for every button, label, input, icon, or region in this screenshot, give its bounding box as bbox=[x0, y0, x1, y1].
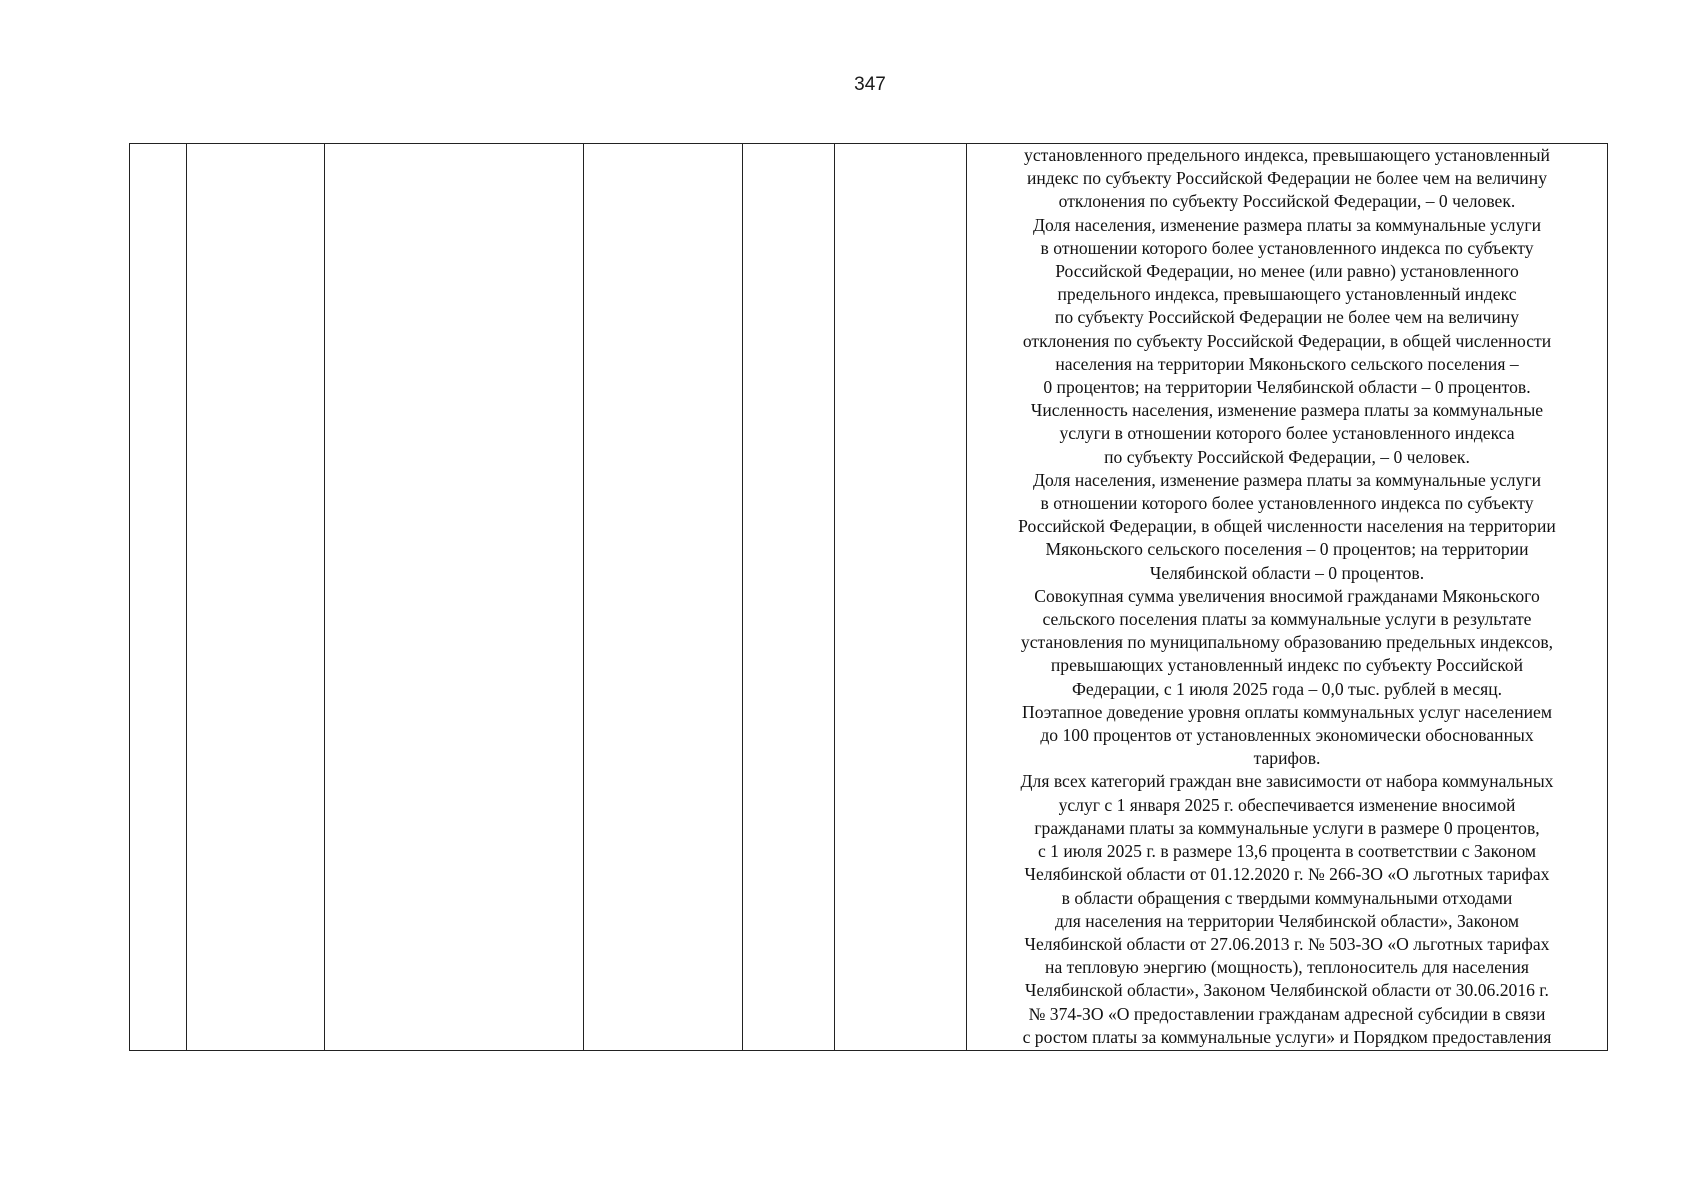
table-row bbox=[130, 144, 1608, 1051]
text-line: Челябинской области», Законом Челябинской области от 30.06.2016 г. bbox=[1025, 980, 1549, 1001]
text-line: в отношении которого более установленного индекса по субъекту bbox=[1040, 493, 1534, 514]
text-line: Совокупная сумма увеличения вносимой гражданами Мяконьского bbox=[1034, 585, 1540, 606]
table-cell-col-4 bbox=[584, 144, 743, 1051]
text-line: услуги в отношении которого более установленного индекса bbox=[1059, 423, 1515, 444]
text-line: Федерации, с 1 июля 2025 года – 0,0 тыс. рублей в месяц. bbox=[1071, 678, 1503, 699]
text-line: в области обращения с твердыми коммунальными отходами bbox=[1061, 887, 1513, 908]
table-cell-col-3 bbox=[325, 144, 584, 1051]
text-line: Российской Федерации, но менее (или равно) установленного bbox=[1055, 261, 1519, 282]
text-line: превышающих установленный индекс по субъекту Российской bbox=[1050, 655, 1524, 676]
table-cell-col-6 bbox=[835, 144, 967, 1051]
text-line: № 374-ЗО «О предоставлении гражданам адресной субсидии в связи bbox=[1028, 1003, 1546, 1024]
text-line: Челябинской области от 27.06.2013 г. № 503-ЗО «О льготных тарифах bbox=[1024, 933, 1550, 954]
text-line: с ростом платы за коммунальные услуги» и Порядком предоставления bbox=[1022, 1026, 1552, 1047]
table-cell-col-5 bbox=[743, 144, 835, 1051]
page-number: 347 bbox=[854, 74, 886, 95]
text-line: на тепловую энергию (мощность), теплоноситель для населения bbox=[1045, 957, 1529, 978]
text-line: Доля населения, изменение размера платы за коммунальные услуги bbox=[1032, 214, 1541, 235]
text-line: установления по муниципальному образованию предельных индексов, bbox=[1020, 632, 1554, 653]
text-line: с 1 июля 2025 г. в размере 13,6 процента в соответствии с Законом bbox=[1037, 841, 1537, 862]
text-line: отклонения по субъекту Российской Федерации, – 0 человек. bbox=[1058, 191, 1516, 212]
text-line: по субъекту Российской Федерации не более чем на величину bbox=[1054, 307, 1520, 328]
text-line: установленного предельного индекса, превышающего установленный bbox=[1024, 145, 1550, 165]
table-cell-description bbox=[967, 144, 1608, 1051]
document-table bbox=[129, 143, 1608, 1051]
text-line: Челябинской области – 0 процентов. bbox=[1149, 562, 1425, 583]
text-line: в отношении которого более установленного индекса по субъекту bbox=[1040, 237, 1534, 258]
text-line: сельского поселения платы за коммунальные услуги в результате bbox=[1042, 609, 1532, 630]
text-line: услуг с 1 января 2025 г. обеспечивается изменение вносимой bbox=[1058, 794, 1516, 815]
text-line: предельного индекса, превышающего установленный индекс bbox=[1057, 284, 1517, 305]
table-cell-col-1 bbox=[130, 144, 187, 1051]
text-line: индекс по субъекту Российской Федерации не более чем на величину bbox=[1026, 168, 1548, 189]
text-line: Численность населения, изменение размера платы за коммунальные bbox=[1030, 400, 1544, 421]
text-line: по субъекту Российской Федерации, – 0 человек. bbox=[1104, 446, 1470, 467]
text-line: отклонения по субъекту Российской Федерации, в общей численности bbox=[1022, 330, 1552, 351]
text-line: населения на территории Мяконьского сельского поселения – bbox=[1055, 353, 1519, 374]
text-line: до 100 процентов от установленных экономически обоснованных bbox=[1040, 725, 1534, 746]
text-line: Мяконьского сельского поселения – 0 процентов; на территории bbox=[1045, 539, 1529, 560]
text-line: Российской Федерации, в общей численности населения на территории bbox=[1018, 516, 1556, 537]
text-line: Для всех категорий граждан вне зависимости от набора коммунальных bbox=[1020, 771, 1554, 792]
text-line: Челябинской области от 01.12.2020 г. № 266-ЗО «О льготных тарифах bbox=[1024, 864, 1550, 885]
text-line: Доля населения, изменение размера платы за коммунальные услуги bbox=[1032, 469, 1541, 490]
text-line: гражданами платы за коммунальные услуги в размере 0 процентов, bbox=[1034, 817, 1540, 838]
text-line: для населения на территории Челябинской области», Законом bbox=[1054, 910, 1520, 931]
text-line: Поэтапное доведение уровня оплаты коммунальных услуг населением bbox=[1022, 701, 1552, 722]
text-line: 0 процентов; на территории Челябинской области – 0 процентов. bbox=[1043, 377, 1531, 398]
text-line: тарифов. bbox=[1253, 748, 1321, 769]
table-cell-col-2 bbox=[187, 144, 325, 1051]
